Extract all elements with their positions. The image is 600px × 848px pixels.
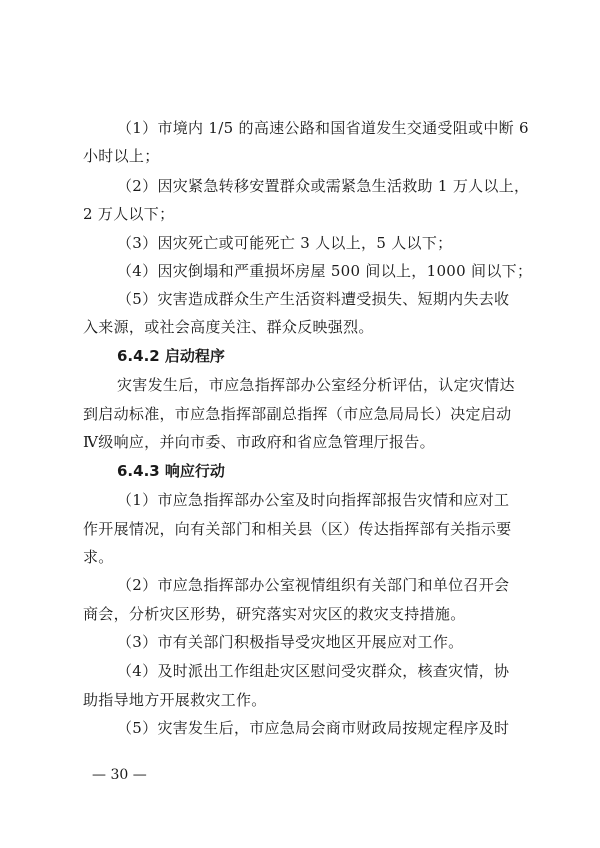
paragraph-line: 小时以上；	[83, 147, 160, 165]
paragraph-line: 作开展情况，向有关部门和相关县（区）传达指挥部有关指示要	[83, 520, 512, 538]
paragraph-line: 助指导地方开展救灾工作。	[83, 691, 267, 709]
paragraph-line: （5）灾害造成群众生产生活资料遭受损失、短期内失去收	[117, 290, 510, 308]
paragraph-line: 灾害发生后，市应急指挥部办公室经分析评估，认定灾情达	[117, 376, 515, 394]
paragraph-line: （1）市境内 1/5 的高速公路和国省道发生交通受阻或中断 6	[117, 119, 529, 137]
paragraph-line: （4）及时派出工作组赴灾区慰问受灾群众，核查灾情，协	[117, 662, 510, 680]
paragraph-line: 入来源，或社会高度关注、群众反映强烈。	[83, 318, 374, 336]
section-heading-6-4-3: 6.4.3 响应行动	[117, 462, 225, 480]
paragraph-line: （1）市应急指挥部办公室及时向指挥部报告灾情和应对工	[117, 491, 510, 509]
paragraph-line: （2）市应急指挥部办公室视情组织有关部门和单位召开会	[117, 576, 510, 594]
section-heading-6-4-2: 6.4.2 启动程序	[117, 347, 225, 365]
paragraph-line: Ⅳ级响应，并向市委、市政府和省应急管理厅报告。	[83, 433, 435, 451]
page-number: — 30 —	[92, 767, 147, 783]
paragraph-line: 到启动标准，市应急指挥部副总指挥（市应急局局长）决定启动	[83, 405, 512, 423]
paragraph-line: 商会，分析灾区形势，研究落实对灾区的救灾支持措施。	[83, 605, 466, 623]
paragraph-line: （4）因灾倒塌和严重损坏房屋 500 间以上，1000 间以下；	[117, 262, 533, 280]
paragraph-line: （3）市有关部门积极指导受灾地区开展应对工作。	[117, 633, 464, 651]
paragraph-line: 求。	[83, 548, 114, 566]
paragraph-line: （5）灾害发生后，市应急局会商市财政局按规定程序及时	[117, 719, 510, 737]
paragraph-line: 2 万人以下；	[83, 205, 175, 223]
paragraph-line: （3）因灾死亡或可能死亡 3 人以上，5 人以下；	[117, 234, 453, 252]
paragraph-line: （2）因灾紧急转移安置群众或需紧急生活救助 1 万人以上，	[117, 177, 530, 195]
